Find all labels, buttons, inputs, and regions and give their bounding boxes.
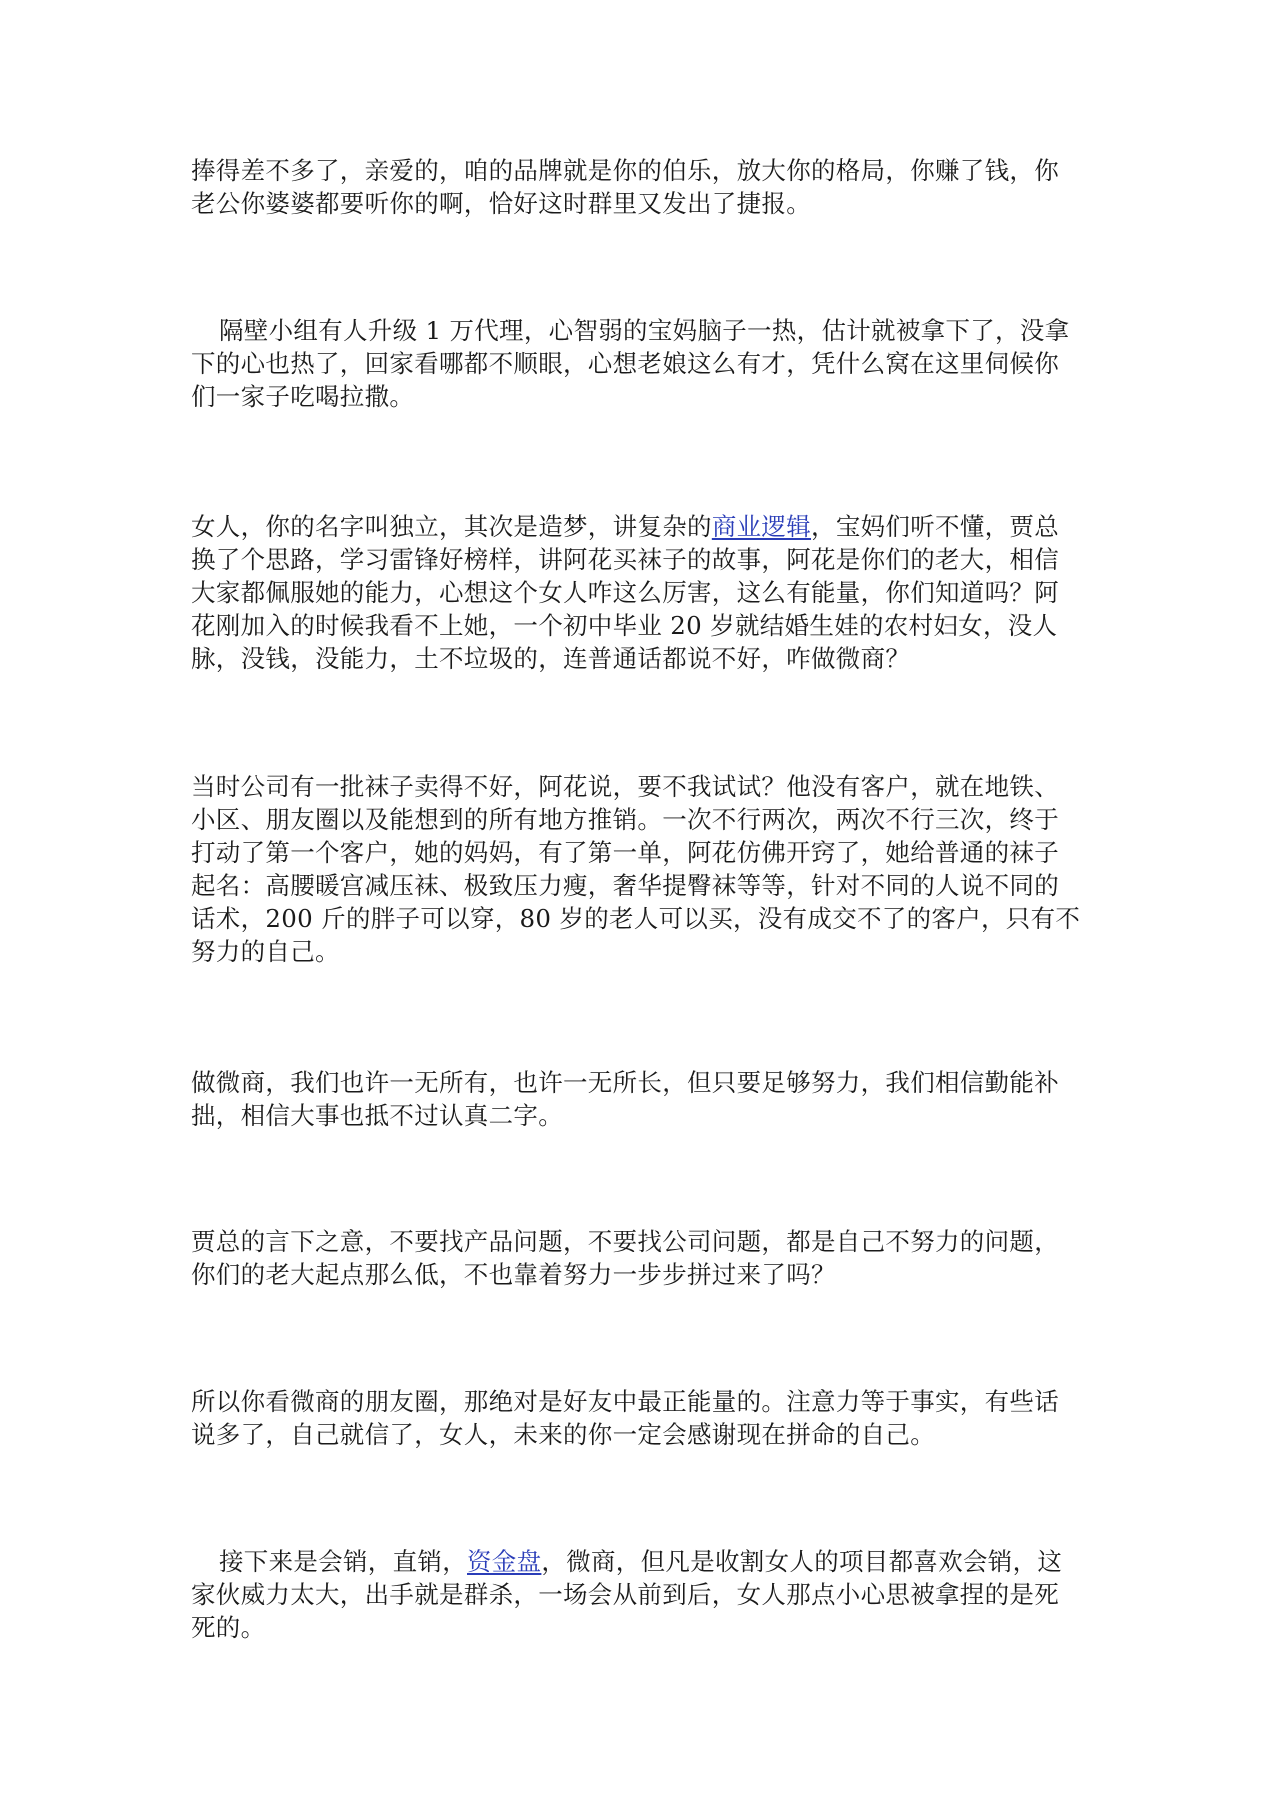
paragraph-text: 女人，你的名字叫独立，其次是造梦，讲复杂的 [191,512,712,541]
paragraph-text: 捧得差不多了，亲爱的，咱的品牌就是你的伯乐，放大你的格局，你赚了钱，你老公你婆婆都要听你的啊，恰好这时群里又发出了捷报。 [191,156,1059,218]
paragraph-text: 隔壁小组有人升级 1 万代理，心智弱的宝妈脑子一热，估计就被拿下了，没拿下的心也热了，回家看哪都不顺眼，心想老娘这么有才，凭什么窝在这里伺候你们一家子吃喝拉撒。 [191,316,1070,411]
paragraph-text: 接下来是会销，直销， [219,1547,467,1576]
paragraph-3 [191,510,1081,675]
paragraph-6 [191,1225,1081,1291]
paragraph-4 [191,770,1081,968]
paragraph-text: ，微商，但凡是收割女人的项目都喜欢会销，这家伙威力太大，出手就是群杀，一场会从前到后，女人那点小心思被拿捏的是死死的。 [191,1547,1063,1642]
paragraph-text: 所以你看微商的朋友圈，那绝对是好友中最正能量的。注意力等于事实，有些话说多了，自己就信了，女人，未来的你一定会感谢现在拼命的自己。 [191,1387,1059,1449]
paragraph-1 [191,154,1081,220]
business-logic-link[interactable]: 商业逻辑 [711,512,812,541]
paragraph-text: 贾总的言下之意，不要找产品问题，不要找公司问题，都是自己不努力的问题，你们的老大起点那么低，不也靠着努力一步步拼过来了吗？ [191,1227,1059,1289]
capital-scheme-link[interactable]: 资金盘 [467,1547,542,1576]
paragraph-2 [191,314,1081,413]
paragraph-text: 做微商，我们也许一无所有，也许一无所长，但只要足够努力，我们相信勤能补拙，相信大事也抵不过认真二字。 [191,1068,1059,1130]
paragraph-5 [191,1066,1081,1132]
paragraph-text: ，宝妈们听不懂，贾总换了个思路，学习雷锋好榜样，讲阿花买袜子的故事，阿花是你们的老大，相信大家都佩服她的能力，心想这个女人咋这么厉害，这么有能量，你们知道吗？阿花刚加入的时候我看不上她，一个初中毕业 20 岁就结婚生娃的农村妇女，没人脉，没钱，没能力，土不垃圾的，连普通话都说不好，咋做微商？ [191,512,1060,673]
paragraph-text: 当时公司有一批袜子卖得不好，阿花说，要不我试试？他没有客户，就在地铁、小区、朋友圈以及能想到的所有地方推销。一次不行两次，两次不行三次，终于打动了第一个客户，她的妈妈，有了第一单，阿花仿佛开窍了，她给普通的袜子起名：高腰暖宫减压袜、极致压力瘦，奢华提臀袜等等，针对不同的人说不同的话术，200 斤的胖子可以穿，80 岁的老人可以买，没有成交不了的客户，只有不努力的自己。 [191,772,1081,966]
paragraph-7 [191,1385,1081,1451]
paragraph-8 [191,1545,1081,1644]
